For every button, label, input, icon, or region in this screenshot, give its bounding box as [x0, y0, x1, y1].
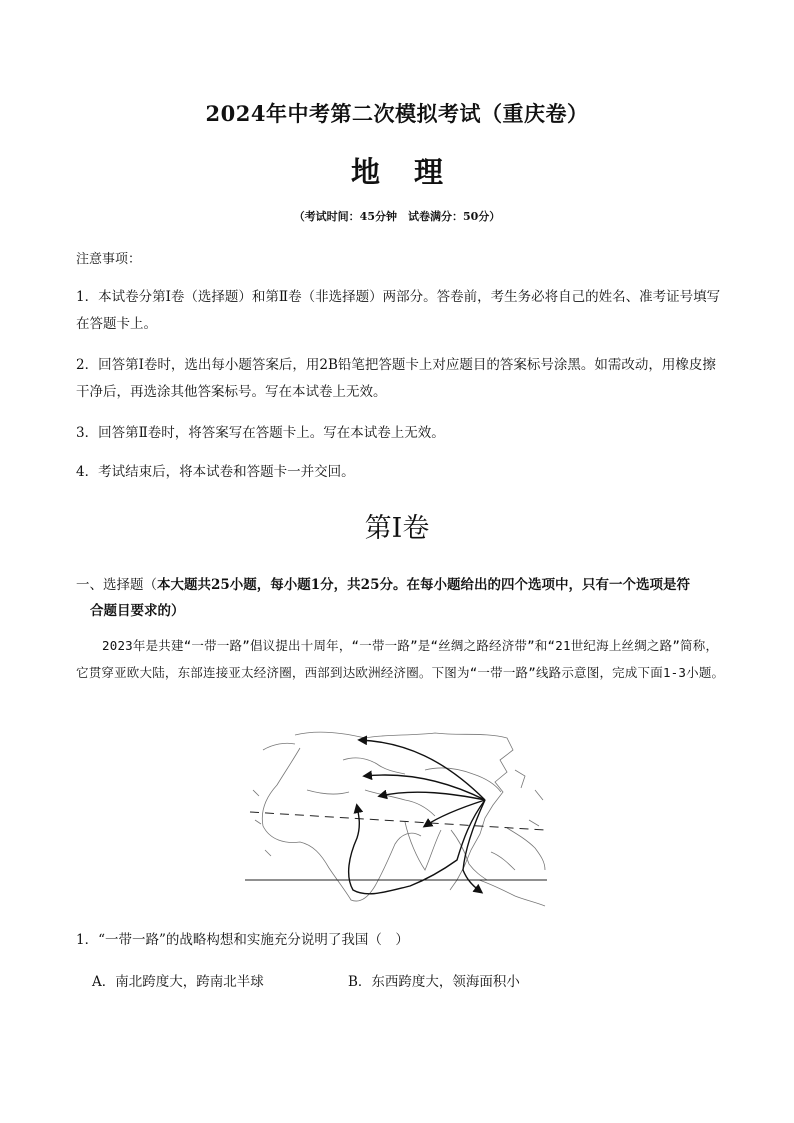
subject-title: 地理 — [350, 155, 477, 189]
notice-item-1: 1．本试卷分第Ⅰ卷（选择题）和第Ⅱ卷（非选择题）两部分。答卷前，考生务必将自己的姓名、准考证号填写在答题卡上。 — [76, 289, 721, 332]
section-label: 一、选择题（ — [76, 577, 157, 593]
reading-passage: 2023年是共建“一带一路”倡议提出十周年，“一带一路”是“丝绸之路经济带”和“21世纪海上丝绸之路”简称，它贯穿亚欧大陆，东部连接亚太经济圈，西部到达欧洲经济圈。下图为“一带一路”线路示意图，完成下面1-3小题。 — [76, 638, 725, 680]
part-one-title: 第Ⅰ卷 — [364, 513, 430, 544]
notice-item-4: 4．考试结束后，将本试卷和答题卡一并交回。 — [76, 464, 355, 480]
notice-item-3: 3．回答第Ⅱ卷时，将答案写在答题卡上。写在本试卷上无效。 — [76, 425, 445, 441]
exam-title: 2024年中考第二次模拟考试（重庆卷） — [205, 101, 589, 126]
belt-and-road-route-map-icon — [245, 730, 547, 908]
notice-item-2: 2．回答第Ⅰ卷时，选出每小题答案后，用2B铅笔把答题卡上对应题目的答案标号涂黑。如需改动，用橡皮擦干净后，再选涂其他答案标号。写在本试卷上无效。 — [76, 357, 716, 400]
belt-and-road-map — [245, 730, 547, 908]
notice-heading: 注意事项： — [76, 252, 142, 267]
section-heading — [76, 572, 728, 624]
question-1-stem: 1．“一带一路”的战略构想和实施充分说明了我国（ ） — [76, 932, 409, 948]
section-description: 本大题共25小题，每小题1分，共25分。在每小题给出的四个选项中，只有一个选项是符 — [157, 577, 690, 593]
question-1-option-b: B．东西跨度大，领海面积小 — [348, 974, 520, 990]
exam-info: （考试时间：45分钟 试卷满分：50分） — [293, 210, 501, 223]
section-description-line2: 合题目要求的） — [90, 603, 185, 619]
question-1-option-a: A．南北跨度大，跨南北半球 — [92, 974, 264, 990]
